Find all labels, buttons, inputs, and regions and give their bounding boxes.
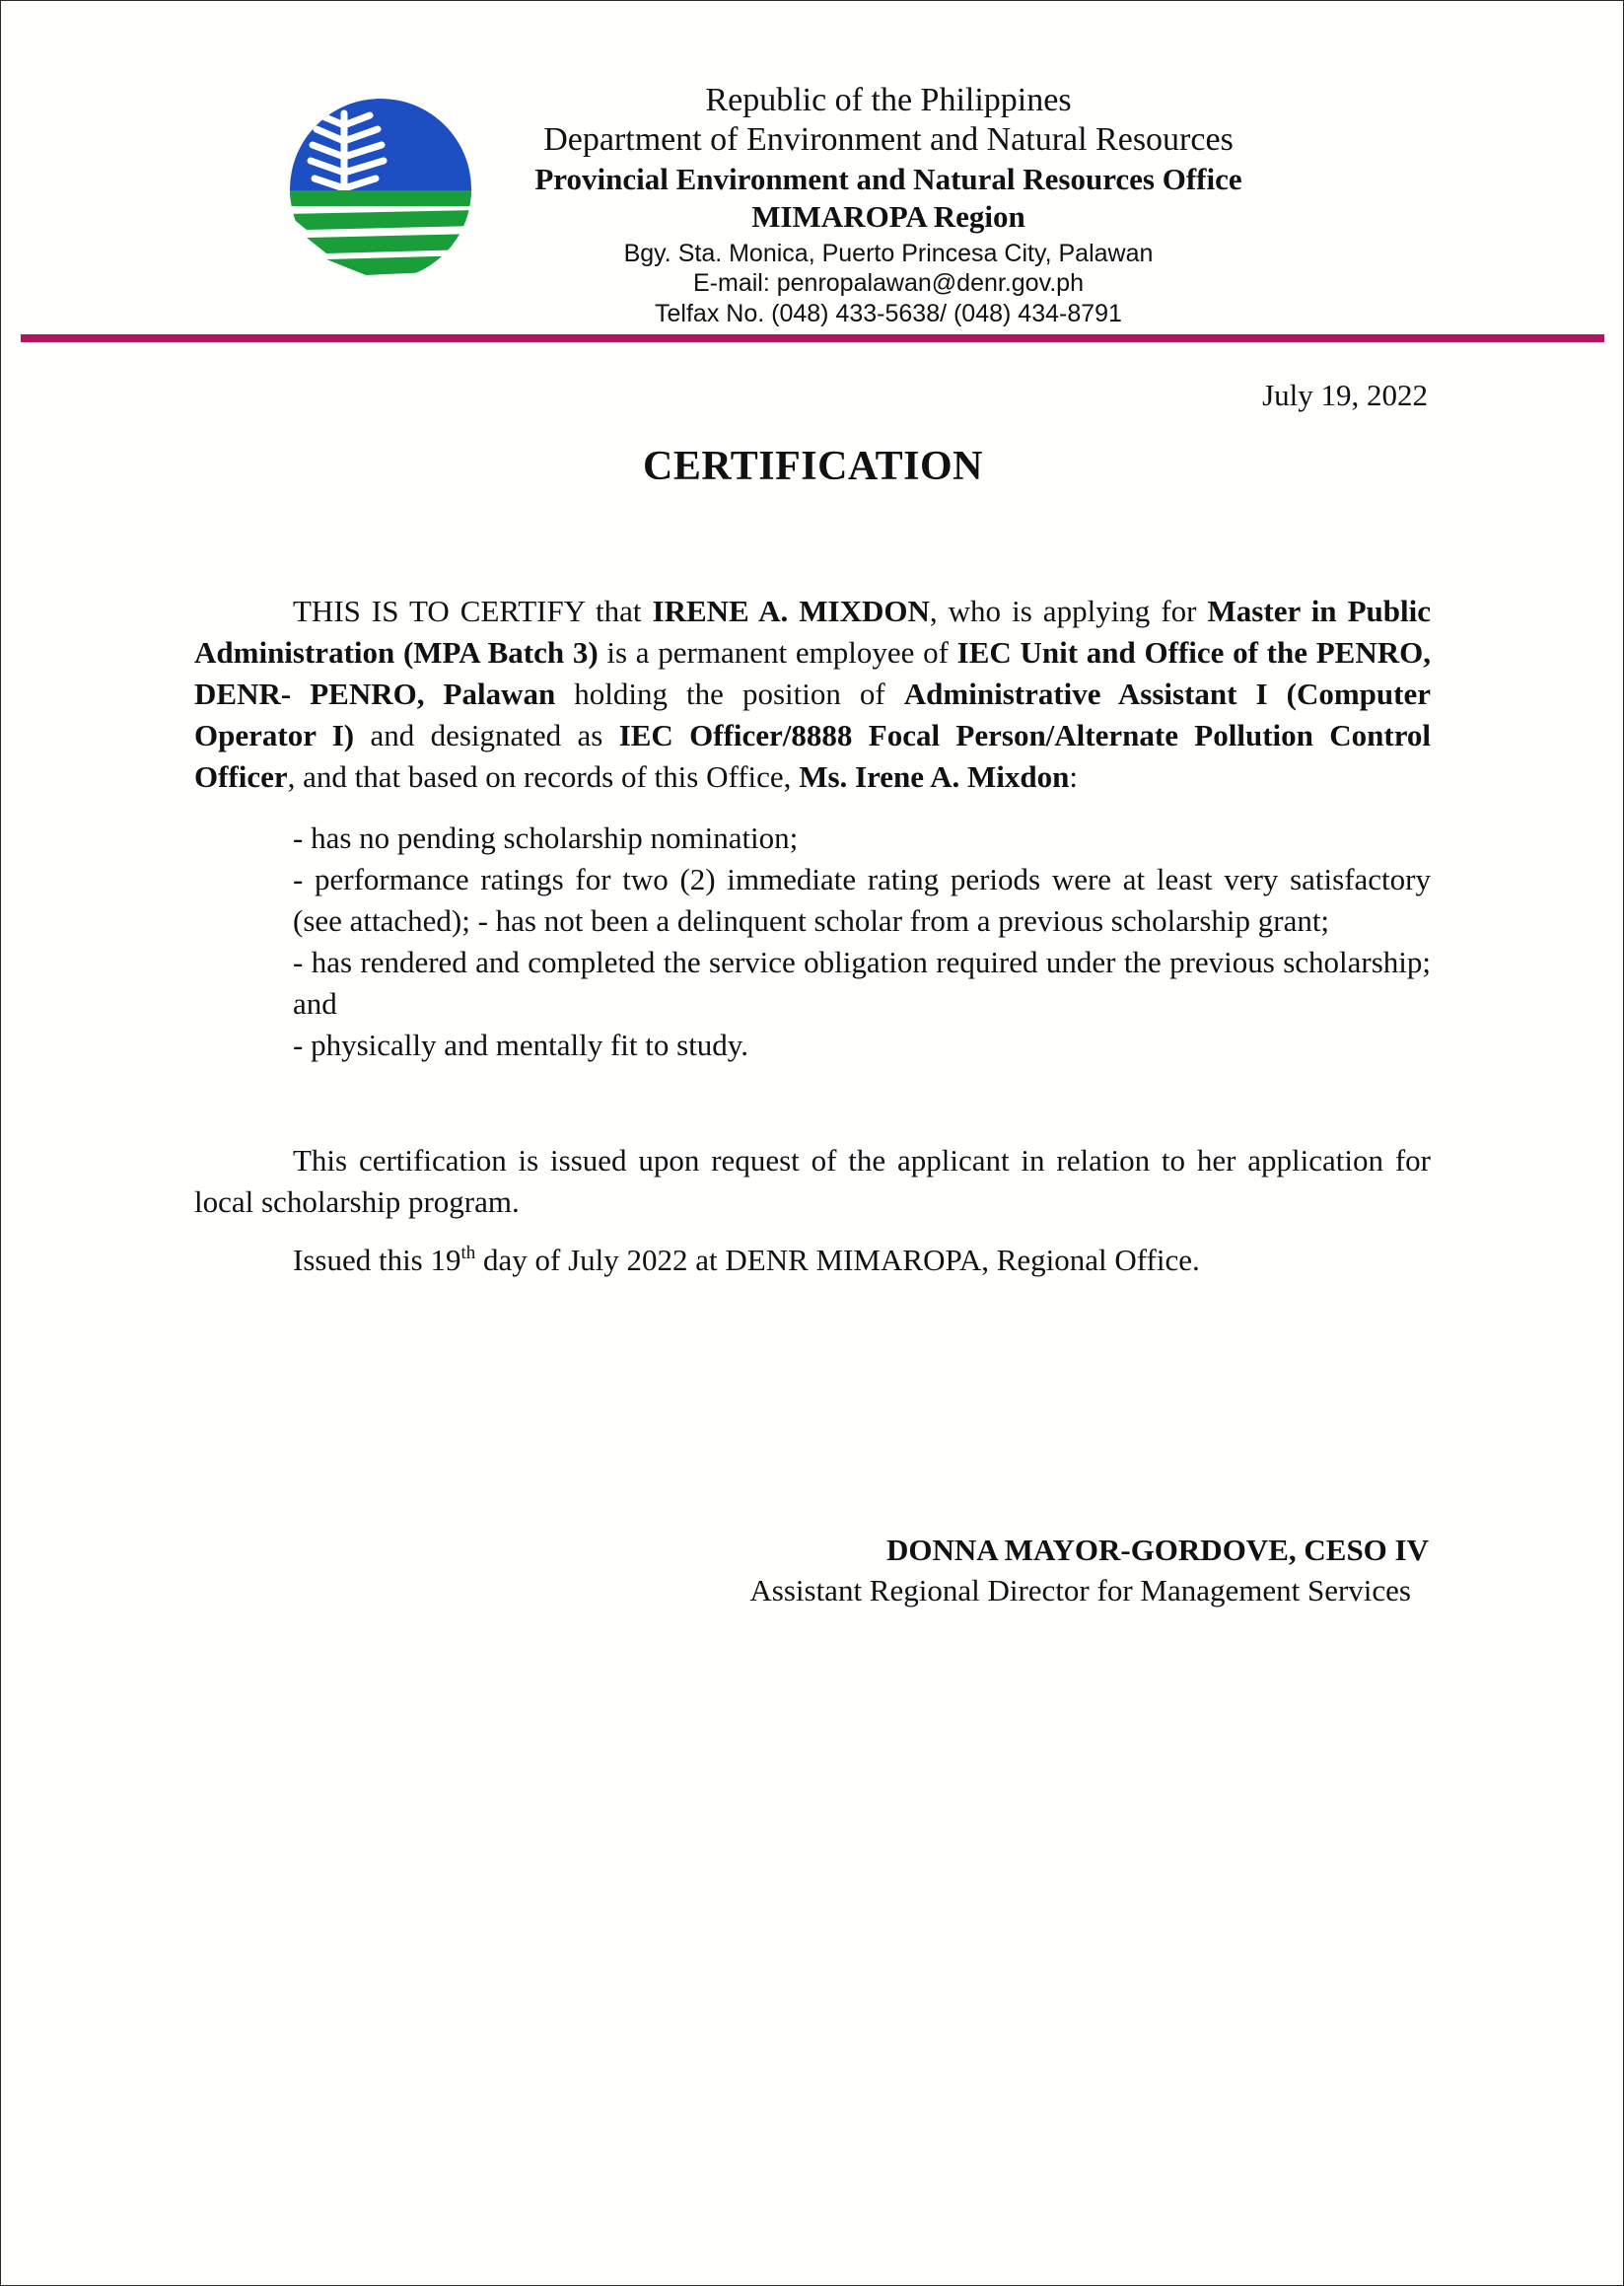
header-divider [21, 334, 1604, 342]
list-item: - has no pending scholarship nomination; [293, 821, 799, 855]
list-item: - performance ratings for two (2) immediate rating periods were at least very satisfactory (see attached); - has not been a delinquent scholar from a previous scholarship grant; [293, 862, 1431, 938]
certification-paragraph: THIS IS TO CERTIFY that IRENE A. MIXDON, who is applying for Master in Public Administration (MPA Batch 3) is a permanent employee of IEC Unit and Office of the PENRO, DENR- PENRO, Palawan holding the position of Administrative Assistant I (Computer Operator I) and designated as IEC Officer/8888 Focal Person/Alternate Pollution Control Officer, and that based on records of this Office, Ms. Irene A. Mixdon: [194, 594, 1432, 794]
list-item: - has rendered and completed the service obligation required under the previous scholarship; and [293, 945, 1431, 1021]
letterhead-office: Provincial Environment and Natural Resources Office [534, 162, 1242, 196]
letterhead-address: Bgy. Sta. Monica, Puerto Princesa City, Palawan [623, 240, 1154, 267]
document-date: July 19, 2022 [1262, 378, 1428, 412]
document-title: CERTIFICATION [643, 444, 983, 489]
qualification-list [293, 818, 1431, 1066]
letterhead-department: Department of Environment and Natural Resources [543, 121, 1234, 158]
purpose-paragraph: This certification is issued upon request of the applicant in relation to her application for local scholarship program. [194, 1143, 1431, 1219]
issued-paragraph: Issued this 19th day of July 2022 at DENR MIMAROPA, Regional Office. [293, 1243, 1200, 1277]
signatory-title: Assistant Regional Director for Management Services [749, 1573, 1411, 1607]
letterhead-email: E-mail: penropalawan@denr.gov.ph [693, 269, 1084, 297]
signatory-name: DONNA MAYOR-GORDOVE, CESO IV [885, 1533, 1429, 1567]
letterhead-republic: Republic of the Philippines [705, 82, 1072, 118]
list-item: - physically and mentally fit to study. [293, 1028, 749, 1062]
letterhead-telfax: Telfax No. (048) 433-5638/ (048) 434-8791 [655, 300, 1122, 327]
denr-logo-icon [287, 96, 474, 283]
letterhead-region: MIMAROPA Region [751, 199, 1025, 234]
